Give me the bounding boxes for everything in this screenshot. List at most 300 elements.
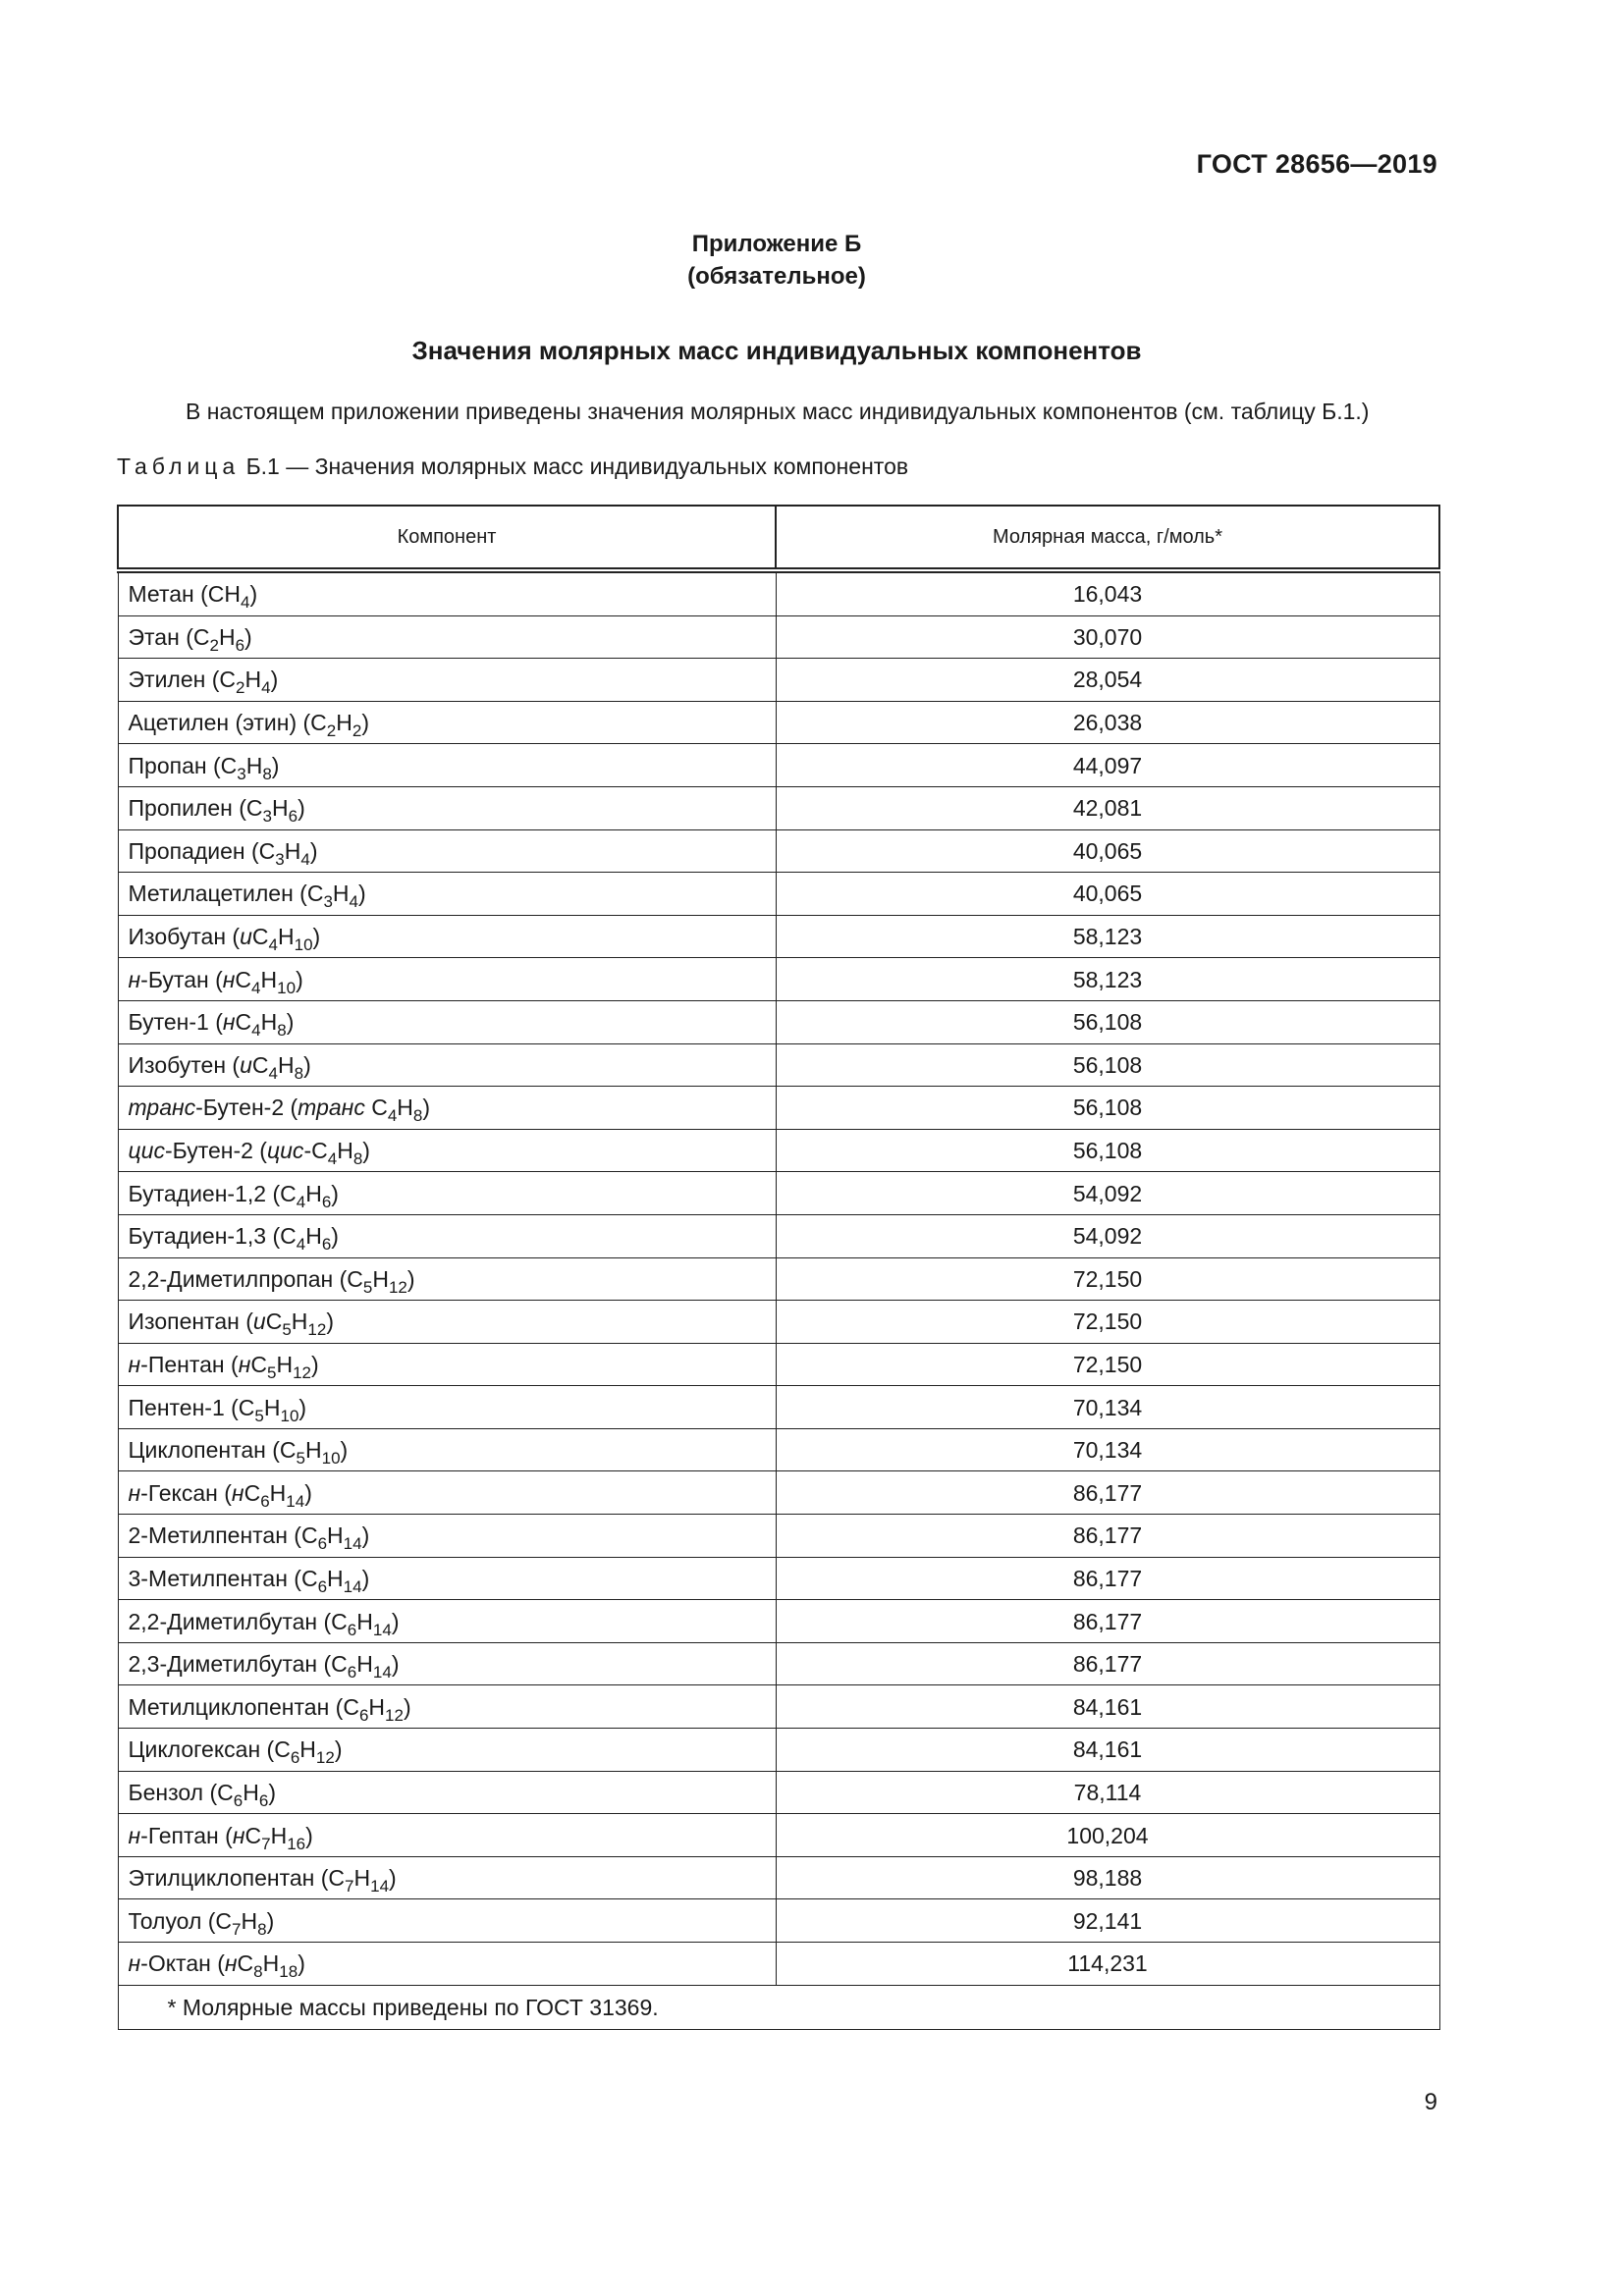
name-text: H: [276, 1351, 294, 1377]
table-row: [118, 1943, 1439, 1986]
name-text: H: [332, 881, 350, 907]
formula-subscript: 4: [296, 1192, 306, 1211]
component-name: [118, 1214, 776, 1257]
name-text: -Октан (: [140, 1950, 225, 1977]
component-name: [118, 659, 776, 702]
molar-mass-value: 86,177: [776, 1557, 1439, 1600]
italic-prefix: и: [240, 1051, 252, 1078]
table-row: [118, 1771, 1439, 1814]
italic-prefix: и: [240, 924, 252, 950]
name-text: 2-Метилпентан (C: [128, 1522, 318, 1549]
formula-subscript: 7: [232, 1919, 242, 1939]
molar-mass-value: 70,134: [776, 1428, 1439, 1471]
name-text: C: [251, 1051, 269, 1078]
formula-subscript: 4: [240, 593, 250, 613]
formula-subscript: 6: [288, 807, 298, 827]
molar-mass-value: 58,123: [776, 915, 1439, 958]
formula-subscript: 14: [370, 1877, 390, 1896]
name-text: H: [245, 752, 263, 778]
name-text: H: [336, 710, 352, 736]
component-name: [118, 1642, 776, 1685]
name-text: Циклопентан (C: [128, 1437, 297, 1464]
name-text: H: [397, 1095, 413, 1121]
formula-subscript: 8: [352, 1149, 363, 1169]
formula-subscript: 6: [347, 1663, 357, 1682]
name-text: H: [327, 1565, 344, 1591]
component-name: [118, 1257, 776, 1301]
component-name: [118, 1600, 776, 1643]
name-text: ): [311, 1351, 319, 1377]
name-text: ): [334, 1736, 343, 1763]
name-text: ): [312, 924, 321, 950]
italic-prefix: цис: [266, 1138, 304, 1164]
italic-prefix: транс: [298, 1095, 365, 1121]
table-row: [118, 570, 1439, 615]
formula-subscript: 6: [258, 1790, 269, 1810]
name-text: C: [244, 1822, 262, 1848]
table-row: [118, 1343, 1439, 1386]
name-text: -Бутен-2 (: [195, 1095, 298, 1121]
molar-mass-value: 84,161: [776, 1729, 1439, 1772]
formula-subscript: 12: [307, 1320, 327, 1340]
name-text: H: [260, 966, 278, 992]
formula-subscript: 2: [209, 635, 219, 655]
name-text: H: [278, 924, 295, 950]
italic-prefix: н: [128, 1950, 141, 1977]
name-text: C: [364, 1095, 388, 1121]
formula-subscript: 14: [372, 1620, 392, 1639]
annex-status: (обязательное): [687, 263, 866, 290]
component-name: [118, 1172, 776, 1215]
table-caption-text: Б.1 — Значения молярных масс индивидуальных компонентов: [240, 454, 909, 479]
molar-mass-value: 114,231: [776, 1943, 1439, 1986]
molar-mass-value: 28,054: [776, 659, 1439, 702]
name-text: H: [269, 1479, 287, 1506]
italic-prefix: и: [252, 1308, 266, 1335]
name-text: Циклогексан (C: [128, 1736, 291, 1763]
name-text: H: [260, 1009, 278, 1036]
name-text: C: [265, 1308, 283, 1335]
name-text: -Пентан (: [140, 1351, 239, 1377]
table-row: [118, 1301, 1439, 1344]
name-text: Этилен (C: [128, 667, 236, 693]
name-text: -Гептан (: [140, 1822, 233, 1848]
formula-subscript: 3: [323, 892, 333, 912]
formula-subscript: 6: [317, 1576, 328, 1596]
name-text: Пропилен (C: [128, 795, 263, 822]
italic-prefix: н: [128, 966, 141, 992]
name-text: ): [298, 795, 305, 822]
italic-prefix: н: [128, 1822, 141, 1848]
table-row: [118, 1386, 1439, 1429]
molar-mass-value: 78,114: [776, 1771, 1439, 1814]
name-text: ): [362, 1138, 370, 1164]
formula-subscript: 8: [412, 1106, 423, 1126]
name-text: ): [286, 1009, 295, 1036]
name-text: ): [268, 1779, 276, 1805]
component-name: [118, 1771, 776, 1814]
component-name: [118, 1428, 776, 1471]
table-row: [118, 1257, 1439, 1301]
name-text: -Бутан (: [140, 966, 223, 992]
formula-subscript: 6: [347, 1620, 357, 1639]
name-text: ): [270, 667, 279, 693]
name-text: ): [340, 1437, 349, 1464]
table-row: [118, 1814, 1439, 1857]
table-row: [118, 1557, 1439, 1600]
name-text: H: [243, 1779, 259, 1805]
name-text: H: [270, 1822, 288, 1848]
header-molar-mass: Молярная масса, г/моль*: [776, 506, 1439, 570]
formula-subscript: 4: [327, 1149, 338, 1169]
formula-subscript: 4: [251, 1021, 261, 1041]
name-text: H: [278, 1051, 295, 1078]
component-name: [118, 1000, 776, 1043]
molar-mass-value: 86,177: [776, 1471, 1439, 1515]
name-text: ): [422, 1095, 431, 1121]
italic-prefix: н: [128, 1479, 141, 1506]
formula-subscript: 3: [237, 764, 246, 783]
molar-mass-value: 26,038: [776, 701, 1439, 744]
formula-subscript: 2: [326, 721, 337, 741]
name-text: ): [331, 1180, 339, 1206]
molar-mass-value: 86,177: [776, 1600, 1439, 1643]
formula-subscript: 4: [349, 892, 358, 912]
formula-subscript: 6: [321, 1192, 332, 1211]
name-text: ): [389, 1865, 397, 1892]
name-text: H: [356, 1608, 373, 1634]
component-name: [118, 1943, 776, 1986]
annex-heading: [0, 228, 1553, 293]
name-text: H: [356, 1651, 373, 1678]
table-row: [118, 1600, 1439, 1643]
name-text: H: [337, 1138, 353, 1164]
table-row: [118, 1043, 1439, 1087]
component-name: [118, 744, 776, 787]
name-text: ): [358, 881, 366, 907]
formula-subscript: 3: [262, 807, 272, 827]
formula-subscript: 10: [280, 1406, 299, 1425]
component-name: [118, 1129, 776, 1172]
table-row: [118, 1899, 1439, 1943]
name-text: C: [251, 924, 269, 950]
name-text: ): [361, 1522, 370, 1549]
name-text: ): [361, 1565, 370, 1591]
table-row: [118, 1129, 1439, 1172]
formula-subscript: 14: [343, 1576, 362, 1596]
name-text: Бутен-1 (: [128, 1009, 223, 1036]
table-row: [118, 1642, 1439, 1685]
formula-subscript: 6: [321, 1235, 332, 1255]
component-name: [118, 958, 776, 1001]
table-row: [118, 744, 1439, 787]
name-text: C: [250, 1351, 267, 1377]
formula-subscript: 14: [286, 1491, 305, 1511]
formula-subscript: 8: [294, 1063, 304, 1083]
table-row: [118, 1172, 1439, 1215]
table-row: [118, 615, 1439, 659]
table-row: [118, 915, 1439, 958]
table-row: [118, 1000, 1439, 1043]
formula-subscript: 4: [251, 978, 261, 997]
molar-mass-value: 30,070: [776, 615, 1439, 659]
component-name: [118, 1471, 776, 1515]
header-component: Компонент: [118, 506, 776, 570]
table-row: [118, 958, 1439, 1001]
name-text: Изопентан (: [128, 1308, 253, 1335]
name-text: ): [403, 1693, 411, 1720]
formula-subscript: 18: [279, 1962, 298, 1982]
formula-subscript: 4: [268, 1063, 278, 1083]
formula-subscript: 4: [300, 849, 310, 869]
name-text: H: [241, 1907, 258, 1934]
formula-subscript: 6: [260, 1491, 270, 1511]
formula-subscript: 14: [372, 1663, 392, 1682]
component-name: [118, 786, 776, 829]
table-row: [118, 1214, 1439, 1257]
molar-mass-value: 70,134: [776, 1386, 1439, 1429]
name-text: -Гексан (: [140, 1479, 232, 1506]
formula-subscript: 4: [268, 935, 278, 955]
component-name: [118, 1386, 776, 1429]
table-body: [118, 570, 1439, 2029]
table-footnote-row: [118, 1985, 1439, 2029]
molar-mass-value: 54,092: [776, 1214, 1439, 1257]
formula-subscript: 4: [387, 1106, 398, 1126]
formula-subscript: 8: [257, 1919, 267, 1939]
name-text: H: [305, 1223, 322, 1250]
section-title: Значения молярных масс индивидуальных компонентов: [411, 336, 1142, 365]
molar-mass-value: 56,108: [776, 1000, 1439, 1043]
name-text: H: [327, 1522, 344, 1549]
formula-subscript: 10: [294, 935, 313, 955]
molar-mass-value: 56,108: [776, 1043, 1439, 1087]
table-row: [118, 1729, 1439, 1772]
name-text: Пропан (C: [128, 752, 238, 778]
name-text: Бутадиен-1,3 (C: [128, 1223, 297, 1250]
table-row: [118, 1471, 1439, 1515]
molar-mass-table: [117, 505, 1440, 2030]
formula-subscript: 12: [315, 1748, 335, 1768]
name-text: H: [353, 1865, 371, 1892]
name-text: Метан (CH: [128, 581, 241, 608]
table-row: [118, 829, 1439, 873]
intro-paragraph: В настоящем приложении приведены значения молярных масс индивидуальных компонентов (см. таблицу Б.1.): [186, 399, 1370, 424]
formula-subscript: 4: [261, 678, 271, 698]
formula-subscript: 14: [343, 1534, 362, 1554]
italic-prefix: н: [222, 1009, 236, 1036]
name-text: H: [305, 1437, 322, 1464]
italic-prefix: н: [231, 1479, 244, 1506]
formula-subscript: 5: [282, 1320, 292, 1340]
molar-mass-value: 86,177: [776, 1515, 1439, 1558]
component-name: [118, 1087, 776, 1130]
italic-prefix: н: [238, 1351, 251, 1377]
component-name: [118, 1557, 776, 1600]
name-text: ): [266, 1907, 275, 1934]
table-header-row: [118, 506, 1439, 570]
formula-subscript: 8: [277, 1021, 287, 1041]
formula-subscript: 8: [253, 1962, 263, 1982]
component-name: [118, 873, 776, 916]
name-text: H: [291, 1308, 308, 1335]
name-text: ): [326, 1308, 334, 1335]
name-text: ): [244, 623, 252, 650]
table-row: [118, 1087, 1439, 1130]
molar-mass-value: 92,141: [776, 1899, 1439, 1943]
name-text: Изобутан (: [128, 924, 241, 950]
formula-subscript: 6: [233, 1790, 244, 1810]
name-text: ): [406, 1265, 415, 1292]
name-text: 2,2-Диметилбутан (C: [128, 1608, 348, 1634]
name-text: Изобутен (: [128, 1051, 241, 1078]
molar-mass-value: 100,204: [776, 1814, 1439, 1857]
name-text: Пентен-1 (C: [128, 1394, 255, 1420]
component-name: [118, 1515, 776, 1558]
name-text: C: [235, 966, 252, 992]
name-text: ): [271, 752, 280, 778]
name-text: C: [237, 1950, 254, 1977]
molar-mass-value: 72,150: [776, 1257, 1439, 1301]
name-text: ): [391, 1651, 400, 1678]
component-name: [118, 1301, 776, 1344]
molar-mass-value: 40,065: [776, 873, 1439, 916]
molar-mass-value: 42,081: [776, 786, 1439, 829]
name-text: -Бутен-2 (: [164, 1138, 267, 1164]
name-text: H: [218, 623, 236, 650]
name-text: 2,3-Диметилбутан (C: [128, 1651, 348, 1678]
formula-subscript: 6: [235, 635, 245, 655]
molar-mass-value: 72,150: [776, 1343, 1439, 1386]
table-row: [118, 873, 1439, 916]
formula-subscript: 5: [362, 1277, 373, 1297]
formula-subscript: 7: [261, 1834, 271, 1853]
name-text: H: [372, 1265, 389, 1292]
component-name: [118, 1343, 776, 1386]
component-name: [118, 1899, 776, 1943]
document-code: ГОСТ 28656—2019: [1196, 149, 1437, 179]
molar-mass-value: 58,123: [776, 958, 1439, 1001]
component-name: [118, 829, 776, 873]
formula-subscript: 12: [293, 1362, 311, 1382]
formula-subscript: 10: [277, 978, 297, 997]
formula-subscript: 6: [317, 1534, 328, 1554]
table-row: [118, 659, 1439, 702]
formula-subscript: 5: [296, 1449, 305, 1468]
component-name: [118, 615, 776, 659]
name-text: ): [298, 1394, 307, 1420]
annex-title: Приложение Б: [691, 231, 862, 257]
name-text: H: [271, 795, 289, 822]
name-text: ): [305, 1822, 313, 1848]
name-text: H: [244, 667, 262, 693]
molar-mass-value: 54,092: [776, 1172, 1439, 1215]
italic-prefix: цис: [128, 1138, 165, 1164]
name-text: Бутадиен-1,2 (C: [128, 1180, 297, 1206]
component-name: [118, 1856, 776, 1899]
name-text: H: [305, 1180, 322, 1206]
name-text: Этилциклопентан (C: [128, 1865, 346, 1892]
name-text: ): [304, 1479, 312, 1506]
name-text: 2,2-Диметилпропан (C: [128, 1265, 363, 1292]
name-text: H: [284, 837, 301, 864]
molar-mass-value: 98,188: [776, 1856, 1439, 1899]
name-text: ): [249, 581, 258, 608]
component-name: [118, 570, 776, 615]
molar-mass-value: 44,097: [776, 744, 1439, 787]
formula-subscript: 2: [236, 678, 245, 698]
formula-subscript: 2: [352, 721, 362, 741]
table-footnote: * Молярные массы приведены по ГОСТ 31369.: [118, 1985, 1439, 2029]
table-row: [118, 1428, 1439, 1471]
italic-prefix: н: [222, 966, 236, 992]
name-text: H: [263, 1394, 281, 1420]
name-text: H: [299, 1736, 316, 1763]
name-text: -C: [303, 1138, 328, 1164]
name-text: Метилциклопентан (C: [128, 1693, 359, 1720]
component-name: [118, 1729, 776, 1772]
molar-mass-value: 56,108: [776, 1087, 1439, 1130]
table-caption: [117, 454, 908, 480]
table-caption-prefix: Таблица: [117, 454, 241, 479]
name-text: Метилацетилен (C: [128, 881, 324, 907]
italic-prefix: н: [232, 1822, 245, 1848]
name-text: Этан (C: [128, 623, 210, 650]
formula-subscript: 5: [254, 1406, 264, 1425]
formula-subscript: 6: [358, 1705, 369, 1725]
formula-subscript: 5: [266, 1362, 277, 1382]
component-name: [118, 701, 776, 744]
italic-prefix: н: [224, 1950, 238, 1977]
table-row: [118, 1856, 1439, 1899]
name-text: ): [309, 837, 318, 864]
name-text: C: [235, 1009, 252, 1036]
formula-subscript: 8: [262, 764, 272, 783]
molar-mass-value: 40,065: [776, 829, 1439, 873]
formula-subscript: 10: [321, 1449, 341, 1468]
name-text: ): [298, 1950, 305, 1977]
italic-prefix: транс: [128, 1095, 196, 1121]
molar-mass-value: 16,043: [776, 570, 1439, 615]
name-text: ): [303, 1051, 311, 1078]
name-text: Бензол (C: [128, 1779, 234, 1805]
name-text: 3-Метилпентан (C: [128, 1565, 318, 1591]
table-row: [118, 1515, 1439, 1558]
table-row: [118, 1685, 1439, 1729]
molar-mass-value: 86,177: [776, 1642, 1439, 1685]
table-row: [118, 786, 1439, 829]
component-name: [118, 1685, 776, 1729]
formula-subscript: 12: [388, 1277, 407, 1297]
name-text: Ацетилен (этин) (C: [128, 710, 327, 736]
component-name: [118, 915, 776, 958]
name-text: ): [391, 1608, 400, 1634]
name-text: ): [296, 966, 303, 992]
molar-mass-value: 72,150: [776, 1301, 1439, 1344]
page-number: 9: [1424, 2089, 1437, 2115]
name-text: H: [368, 1693, 386, 1720]
formula-subscript: 16: [287, 1834, 306, 1853]
name-text: C: [244, 1479, 261, 1506]
formula-subscript: 4: [296, 1235, 306, 1255]
name-text: H: [262, 1950, 280, 1977]
component-name: [118, 1043, 776, 1087]
molar-mass-value: 56,108: [776, 1129, 1439, 1172]
name-text: ): [331, 1223, 339, 1250]
component-name: [118, 1814, 776, 1857]
table-row: [118, 701, 1439, 744]
formula-subscript: 3: [275, 849, 285, 869]
